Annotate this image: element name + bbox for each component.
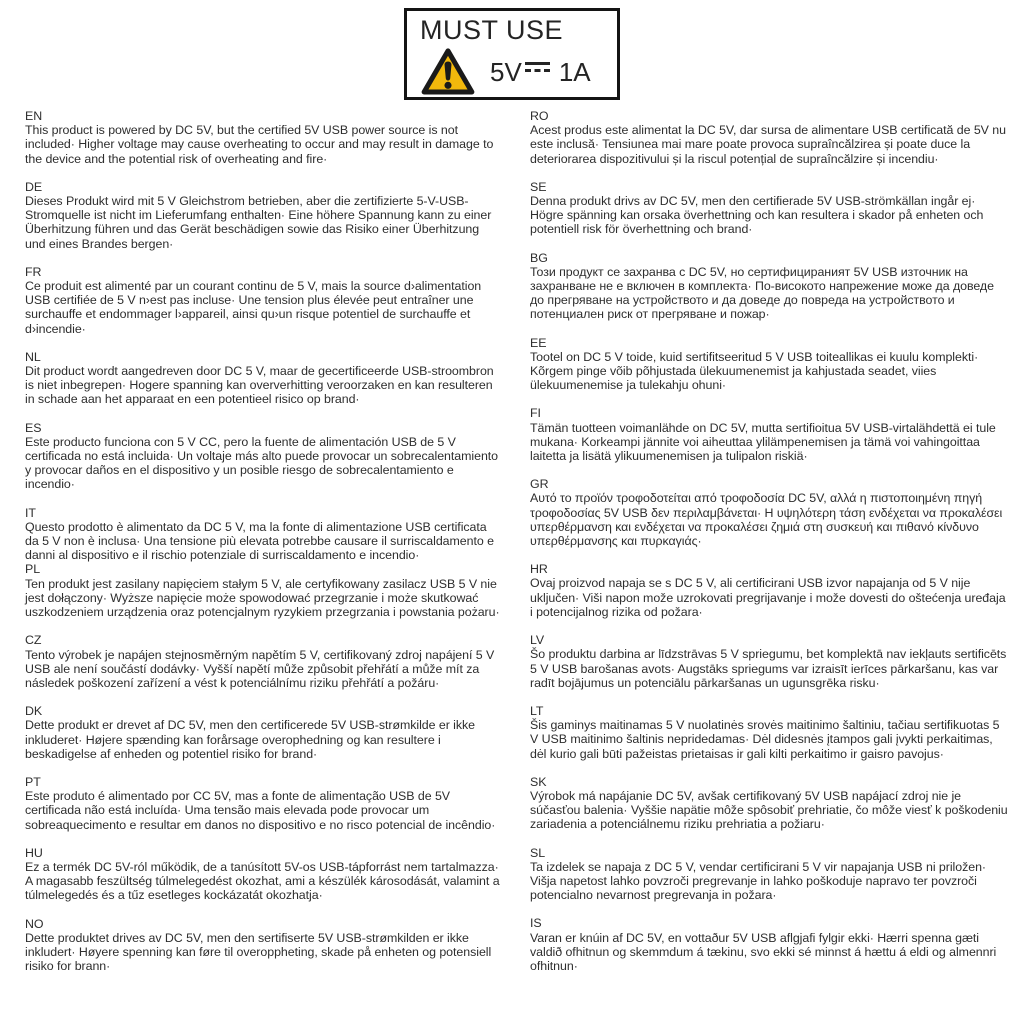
language-code: EE — [530, 335, 547, 350]
warning-text: Ovaj proizvod napaja se s DC 5 V, ali certificirani USB izvor napajanja od 5 V nije uključen· Viši napon može uzrokovati pregrijavanje i može dovesti do oštećenja uređaja i potencijalnog rizika od požara· — [530, 576, 1006, 619]
language-section-fr — [25, 265, 502, 336]
warning-text: Este produto é alimentado por CC 5V, mas a fonte de alimentação USB de 5V certificada não está incluída· Uma tensão mais elevada pode provocar um sobreaquecimento e resultar em danos no dispositivo e no risco potencial de incêndio· — [25, 789, 496, 832]
language-section-lt — [530, 704, 1008, 761]
language-code: PT — [25, 774, 41, 789]
language-code: CZ — [25, 633, 42, 648]
power-rating-row — [420, 47, 605, 97]
language-code: BG — [530, 250, 548, 265]
language-section-sk — [530, 775, 1008, 832]
language-code: FI — [530, 406, 541, 421]
language-code: NO — [25, 916, 44, 931]
language-code: HU — [25, 845, 43, 860]
voltage-value: 5V — [490, 56, 522, 87]
language-section-gr — [530, 477, 1008, 548]
warning-text: Dieses Produkt wird mit 5 V Gleichstrom betrieben, aber die zertifizierte 5-V-USB-Stromquelle ist nicht im Lieferumfang enthalten· Eine höhere Spannung kann zu einer Überhitzung führen und das Gerät beschädigen sowie das Risiko einer Überhitzung und eines Brandes bergen· — [25, 194, 492, 251]
warning-triangle-icon — [420, 47, 476, 97]
warning-text: Tootel on DC 5 V toide, kuid sertifitseeritud 5 V USB toiteallikas ei kuulu komplekti· Kõrgem pinge võib põhjustada ülekuumenemist ja kahjustada seadet, viies ülekuumenemise ja tulekahju ohuni· — [530, 349, 979, 393]
warning-text: Denna produkt drivs av DC 5V, men den certifierade 5V USB-strömkällan ingår ej· Högre spänning kan orsaka överhettning och kan resultera i skador på enheten och potentiell risk för överhettning och brand· — [530, 194, 984, 237]
language-code: PL — [25, 562, 41, 577]
warning-text: Ez a termék DC 5V-ról működik, de a tanúsított 5V-os USB-tápforrást nem tartalmazza· A magasabb feszültség túlmelegedést okozhat, ami a készülék károsodását, valamint a túlmelegedés és a tűz esetleges kockázatát okozhatja· — [25, 859, 500, 903]
language-section-ee — [530, 336, 1008, 393]
warning-text: Ta izdelek se napaja z DC 5 V, vendar certificirani 5 V vir napajanja USB ni priložen· Višja napetost lahko povzroči pregrevanje in lahko poškoduje napravo ter povzroči potencialno nevarnost pregrevanja in požara· — [530, 859, 986, 903]
language-section-cz — [25, 633, 502, 690]
warning-text: Questo prodotto è alimentato da DC 5 V, ma la fonte di alimentazione USB certificata da 5 V non è inclusa· Una tensione più elevata potrebbe causare il surriscaldamento e danni al dispositivo e il rischio potenziale di surriscaldamento e incendio· — [25, 519, 494, 563]
warning-text: Ten produkt jest zasilany napięciem stałym 5 V, ale certyfikowany zasilacz USB 5 V nie jest dołączony· Wyższe napięcie może spowodować przegrzanie i może skutkować uszkodzeniem urządzenia oraz potencjalnym ryzykiem przegrzania i powstania pożaru· — [25, 576, 500, 620]
language-code: NL — [25, 349, 41, 364]
language-section-de — [25, 180, 502, 251]
language-code: IT — [25, 505, 36, 520]
language-section-ro — [530, 109, 1008, 166]
language-section-en — [25, 109, 502, 166]
warning-text: Dette produkt er drevet af DC 5V, men den certificerede 5V USB-strømkilde er ikke inkluderet· Højere spænding kan forårsage overophedning og kan resultere i beskadigelse af enheden og potentiel risiko for brand· — [25, 718, 476, 761]
language-code: GR — [530, 477, 549, 492]
dc-symbol-icon — [525, 62, 550, 72]
language-section-hr — [530, 562, 1008, 619]
language-section-fi — [530, 406, 1008, 463]
must-use-banner — [404, 8, 620, 100]
language-code: IS — [530, 916, 542, 931]
language-section-se — [530, 180, 1008, 237]
warning-text: Výrobok má napájanie DC 5V, avšak certifikovaný 5V USB napájací zdroj nie je súčasťou balenia· Vyššie napätie môže spôsobiť prehriatie, čo môže viesť k poškodeniu zariadenia a potenciálnemu riziku prehriatia a požiaru· — [530, 788, 1008, 832]
current-value: 1A — [558, 56, 591, 87]
language-section-pl — [25, 562, 502, 619]
language-code: EN — [25, 109, 43, 123]
warning-text: Šis gaminys maitinamas 5 V nuolatinės srovės maitinimo šaltiniu, tačiau sertifikuotas 5 V USB maitinimo šaltinis nepridedamas· Dėl didesnės įtampos gali įvykti perkaitimas, dėl kurio gali būti pažeistas prietaisas ir gali kilti perkaitimo ir gaisro pavojus· — [530, 718, 1000, 761]
left-column — [25, 109, 502, 987]
warning-text: This product is powered by DC 5V, but the certified 5V USB power source is not included· Higher voltage may cause overheating to occur and may result in damage to the device and the potential risk of overheating and fire· — [25, 123, 494, 166]
warning-text: Tento výrobek je napájen stejnosměrným napětím 5 V, certifikovaný zdroj napájení 5 V USB ale není součástí dodávky· Vyšší napětí může způsobit přehřátí a může mít za následek poškození zařízení a vést k potenciálnímu riziku přehřátí a požáru· — [25, 647, 495, 690]
warning-text: Αυτό το προϊόν τροφοδοτείται από τροφοδοσία DC 5V, αλλά η πιστοποιημένη πηγή τροφοδοσίας 5V USB δεν περιλαμβάνεται· Η υψηλότερη τάση ενδέχεται να προκαλέσει υπερθέρμανση και ενδέχεται να προκαλέσει ζημιά στη συσκευή και πιθανό κίνδυνο υπερθέρμανσης και πυρκαγιάς· — [530, 491, 1003, 549]
language-code: SK — [530, 774, 547, 789]
language-section-pt — [25, 775, 502, 832]
warning-text: Dette produktet drives av DC 5V, men den sertifiserte 5V USB-strømkilden er ikke inkludert· Høyere spenning kan føre til overoppheting, skade på enheten og potensiell risiko for brann· — [25, 930, 492, 974]
language-section-is — [530, 916, 1008, 973]
language-section-es — [25, 421, 502, 492]
right-column — [530, 109, 1008, 987]
language-section-nl — [25, 350, 502, 407]
warning-text: Този продукт се захранва с DC 5V, но сертифицираният 5V USB източник на захранване не е включен в комплекта· По-високото напрежение може да доведе до прегряване на устройството и да доведе до повреда на устройството и потенциален риск от прегряване и пожар· — [530, 264, 994, 322]
language-code: HR — [530, 562, 548, 577]
warning-text: Varan er knúin af DC 5V, en vottaður 5V USB aflgjafi fylgir ekki· Hærri spenna gæti valdið ofhitnun og skemmdum á tækinu, svo ekki sé minnst á hættu á eldi og almennri ofhitnun· — [530, 930, 997, 973]
language-section-dk — [25, 704, 502, 761]
language-code: ES — [25, 420, 42, 435]
language-section-no — [25, 917, 502, 974]
language-code: RO — [530, 109, 549, 123]
language-code: LV — [530, 633, 545, 648]
banner-title: MUST USE — [420, 15, 564, 45]
language-code: LT — [530, 703, 544, 718]
language-section-bg — [530, 251, 1008, 322]
language-code: DK — [25, 704, 43, 719]
language-section-it — [25, 506, 502, 563]
power-rating — [490, 57, 591, 88]
warning-text: Acest produs este alimentat la DC 5V, dar sursa de alimentare USB certificată de 5V nu este inclusă· Tensiunea mai mare poate provoca supraîncălzirea și poate duce la deteriorarea dispozitivului și la riscul potențial de supraîncălzire și incendiu· — [530, 123, 1006, 166]
warning-text: Este producto funciona con 5 V CC, pero la fuente de alimentación USB de 5 V certificada no está incluida· Un voltaje más alto puede provocar un sobrecalentamiento y provocar daños en el dispositivo y un posible riesgo de sobrecalentamiento e incendio· — [25, 434, 499, 492]
language-code: FR — [25, 264, 42, 279]
language-section-sl — [530, 846, 1008, 903]
language-section-hu — [25, 846, 502, 903]
warning-text: Šo produktu darbina ar līdzstrāvas 5 V spriegumu, bet komplektā nav iekļauts sertificēts 5 V USB barošanas avots· Augstāks spriegums var izraisīt ierīces pārkaršanu, kas var radīt bojājumus un potenciālu pārkaršanas un ugunsgrēka risku· — [530, 647, 1007, 690]
warning-text: Dit product wordt aangedreven door DC 5 V, maar de gecertificeerde USB-stroombron is niet inbegrepen· Hogere spanning kan oververhitting veroorzaken en kan resulteren in schade aan het apparaat en een potentieel risico op brand· — [25, 364, 494, 407]
warning-text: Tämän tuotteen voimanlähde on DC 5V, mutta sertifioitua 5V USB-virtalähdettä ei tule mukana· Korkeampi jännite voi aiheuttaa ylilämpenemisen ja tämä voi vahingoittaa laitetta ja lisätä ylikuumenemisen ja tulipalon riskiä· — [530, 420, 996, 464]
language-section-lv — [530, 633, 1008, 690]
language-code: SL — [530, 845, 546, 860]
language-code: DE — [25, 179, 43, 194]
warning-text: Ce produit est alimenté par un courant continu de 5 V, mais la source d›alimentation USB certifiée de 5 V n›est pas incluse· Une tension plus élevée peut entraîner une surchauffe et endommager l›appareil, ainsi qu›un risque potentiel de surchauffe et d›incendie· — [25, 279, 482, 336]
language-code: SE — [530, 179, 547, 194]
